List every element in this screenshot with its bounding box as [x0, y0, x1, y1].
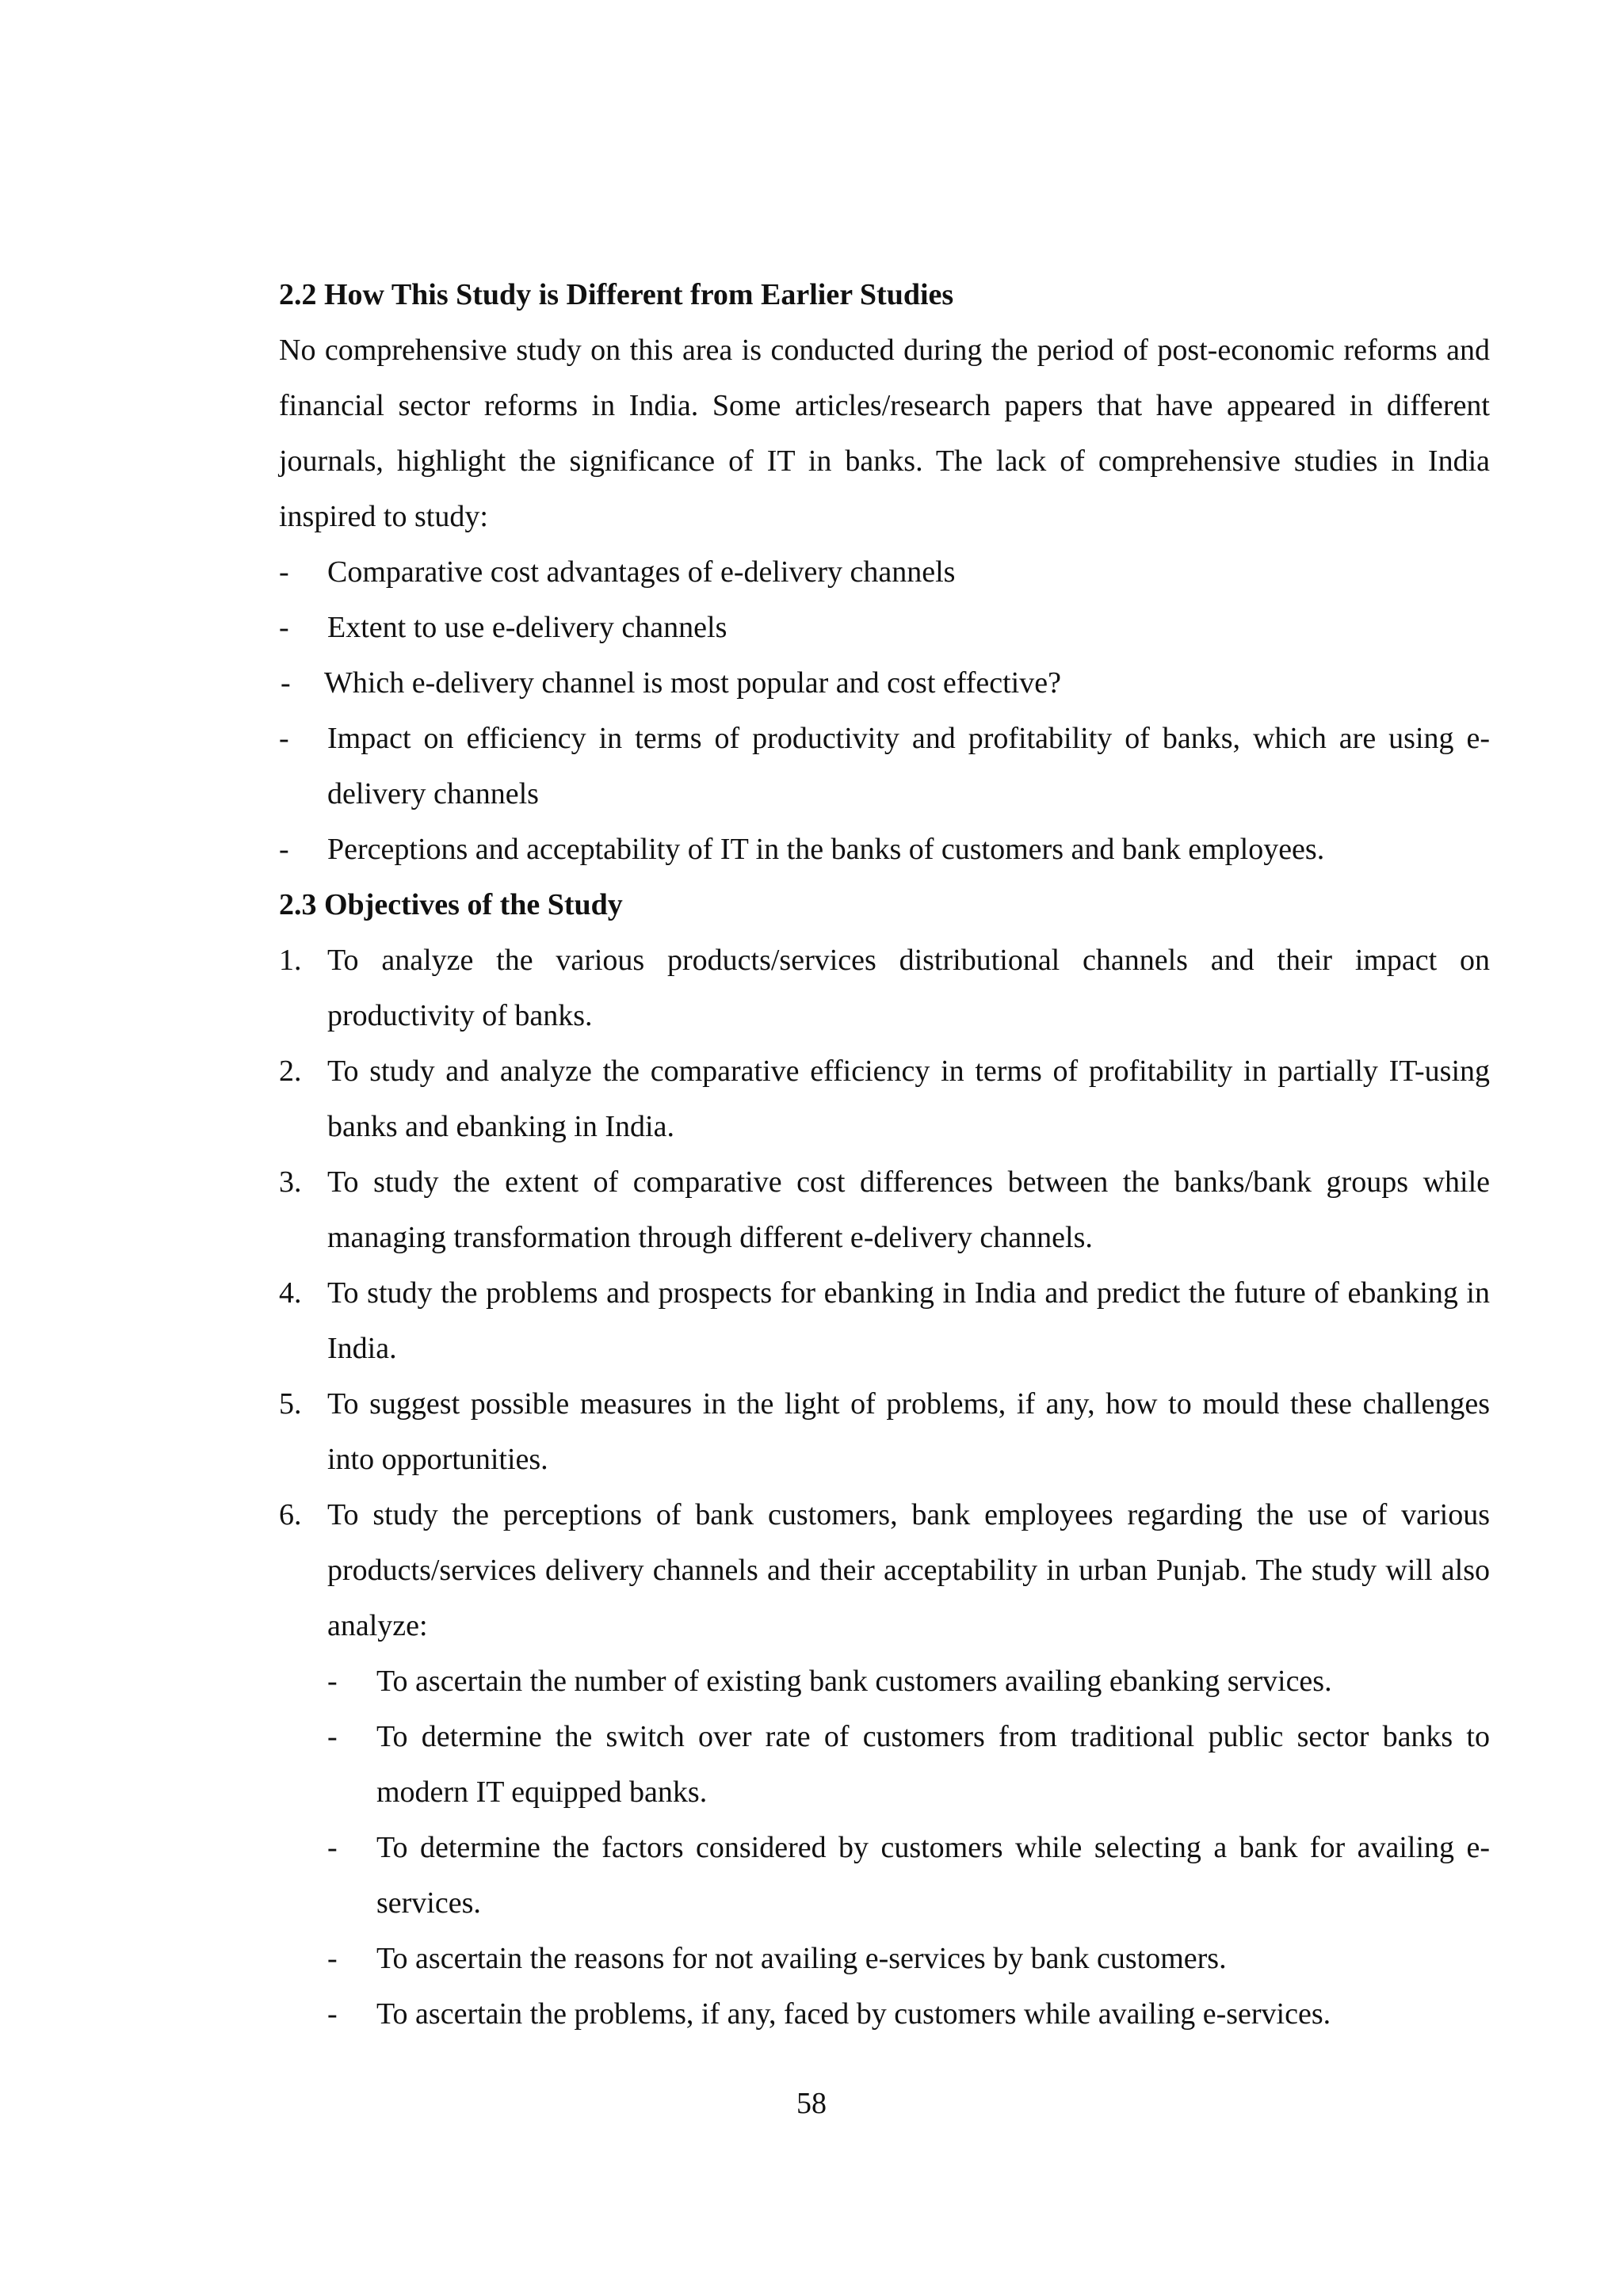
list-item-text: Impact on efficiency in terms of productivity and profitability of banks, which are using e-delivery channels	[327, 722, 1490, 810]
sub-list-item-text: To ascertain the reasons for not availing e-services by bank customers.	[376, 1942, 1227, 1975]
section-heading-2-2: 2.2 How This Study is Different from Earlier Studies	[279, 278, 954, 311]
bullet-marker: -	[279, 722, 289, 755]
sub-list-item	[327, 1653, 1490, 1709]
sub-list-item-text: To determine the switch over rate of customers from traditional public sector banks to modern IT equipped banks.	[376, 1720, 1490, 1809]
list-item	[279, 655, 1490, 711]
objective-number: 4.	[279, 1276, 302, 1310]
bullet-marker: -	[279, 833, 289, 866]
bullet-marker: -	[279, 555, 289, 589]
list-item	[279, 822, 1490, 877]
document-page	[279, 267, 1490, 2042]
sub-list-item-text: To ascertain the number of existing bank customers availing ebanking services.	[376, 1665, 1332, 1698]
intro-paragraph: No comprehensive study on this area is conducted during the period of post-economic reforms and financial sector reforms in India. Some articles/research papers that have appeared in different journals, highlight the significance of IT in banks. The lack of comprehensive studies in India inspired to study:	[279, 334, 1490, 533]
list-item-text: Comparative cost advantages of e-delivery channels	[327, 555, 956, 589]
sub-list-item	[327, 1931, 1490, 1986]
list-item-text: Extent to use e-delivery channels	[327, 611, 727, 644]
sub-list-item-text: To ascertain the problems, if any, faced by customers while availing e-services.	[376, 1997, 1331, 2031]
bullet-marker: -	[327, 1942, 338, 1975]
objective-item	[279, 1487, 1490, 1653]
objective-item	[279, 1154, 1490, 1265]
sub-list-item	[327, 1820, 1490, 1931]
list-item	[279, 544, 1490, 600]
objective-item	[279, 1376, 1490, 1487]
section-heading-2-3: 2.3 Objectives of the Study	[279, 888, 623, 921]
list-item-text: Which e-delivery channel is most popular and cost effective?	[324, 666, 1061, 700]
sub-list-item	[327, 1709, 1490, 1820]
objective-text: To study the problems and prospects for ebanking in India and predict the future of ebanking in India.	[327, 1276, 1490, 1365]
list-item-text: Perceptions and acceptability of IT in the banks of customers and bank employees.	[327, 833, 1325, 866]
bullet-marker: -	[327, 1997, 338, 2031]
page-number: 58	[796, 2087, 827, 2120]
objective-item	[279, 1043, 1490, 1154]
bullet-marker: -	[281, 666, 291, 700]
list-item	[279, 600, 1490, 655]
objective-number: 5.	[279, 1387, 302, 1421]
objective-text: To suggest possible measures in the light of problems, if any, how to mould these challenges into opportunities.	[327, 1387, 1490, 1476]
bullet-marker: -	[279, 611, 289, 644]
objective-text: To study the extent of comparative cost differences between the banks/bank groups while managing transformation through different e-delivery channels.	[327, 1165, 1490, 1254]
bullet-marker: -	[327, 1720, 338, 1753]
list-item	[279, 711, 1490, 822]
objective-item	[279, 1265, 1490, 1376]
objective-number: 2.	[279, 1055, 302, 1088]
bullet-marker: -	[327, 1665, 338, 1698]
objective-number: 3.	[279, 1165, 302, 1199]
objective-text: To study the perceptions of bank customers, bank employees regarding the use of various products/services delivery channels and their acceptability in urban Punjab. The study will also analyze:	[327, 1498, 1490, 1642]
objective-item	[279, 933, 1490, 1043]
sub-list-item	[327, 1986, 1490, 2042]
bullet-marker: -	[327, 1831, 338, 1864]
sub-list-item-text: To determine the factors considered by customers while selecting a bank for availing e-services.	[376, 1831, 1490, 1920]
objective-text: To analyze the various products/services distributional channels and their impact on productivity of banks.	[327, 944, 1490, 1032]
objective-number: 1.	[279, 944, 302, 977]
objective-number: 6.	[279, 1498, 302, 1531]
objective-text: To study and analyze the comparative efficiency in terms of profitability in partially IT-using banks and ebanking in India.	[327, 1055, 1490, 1143]
